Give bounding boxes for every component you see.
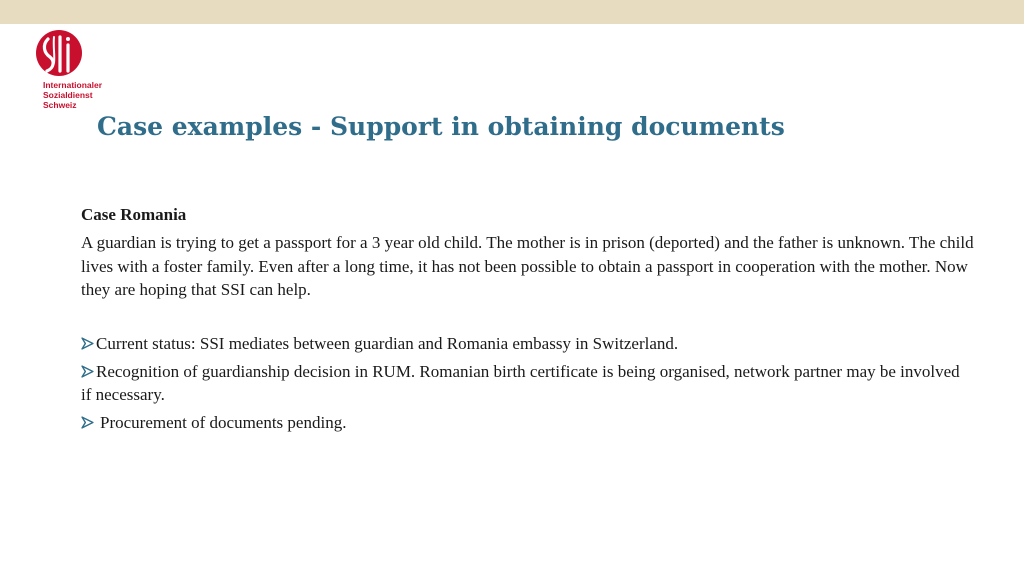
ssi-logo-icon [34,29,86,79]
list-item-text: Current status: SSI mediates between guardian and Romania embassy in Switzerland. [96,334,679,353]
case-body: A guardian is trying to get a passport for a 3 year old child. The mother is in prison (deported) and the father is unknown. The child lives with a foster family. Even after a long time, it has not been possible to obtain a passport in cooperation with the mother. Now they are hoping that SSI can help. [81,233,974,299]
case-heading: Case Romania [81,205,187,224]
list-item-text: Procurement of documents pending. [100,413,347,432]
logo-line: Internationaler [43,80,103,90]
arrow-bullet-icon [81,365,94,378]
list-item [74,332,974,355]
logo-line: Schweiz [43,100,77,110]
logo-text [43,80,102,110]
page-title: Case examples - Support in obtaining documents [97,112,785,141]
top-band [0,0,1024,24]
arrow-bullet-icon [81,416,94,429]
logo [34,29,124,115]
status-list [74,332,974,439]
list-item [74,360,974,406]
list-item [74,411,974,434]
arrow-bullet-icon [81,337,94,350]
logo-line: Sozialdienst [43,90,93,100]
list-item-text: Recognition of guardianship decision in RUM. Romanian birth certificate is being organised, network partner may be involved if necessary. [81,362,960,404]
